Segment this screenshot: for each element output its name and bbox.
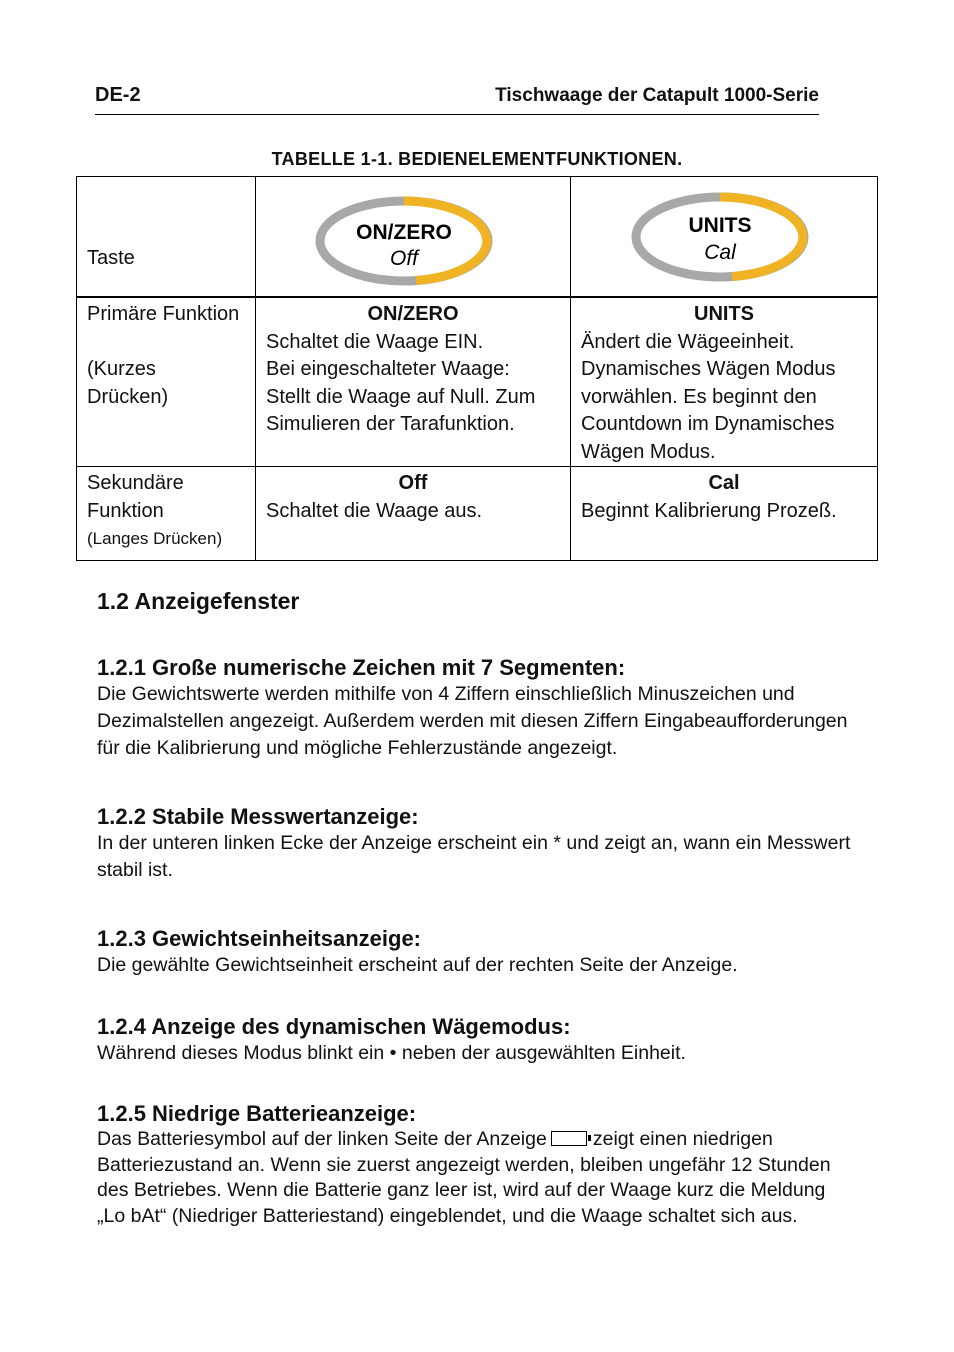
primary-note-line1: (Kurzes	[87, 358, 156, 380]
units-primary-line: Wägen Modus.	[581, 440, 716, 463]
secondary-label-line2: Funktion	[87, 499, 164, 522]
secondary-note: (Langes Drücken)	[87, 529, 223, 548]
units-button-primary: UNITS	[688, 214, 752, 237]
section-1-2-4	[97, 1014, 857, 1067]
control-functions-table	[76, 176, 878, 561]
units-button-icon	[581, 177, 861, 289]
secondary-function-label-cell	[77, 467, 256, 561]
section-1-2-5	[97, 1101, 857, 1229]
units-primary-title: UNITS	[694, 303, 754, 325]
section-heading: 1.2.1 Große numerische Zeichen mit 7 Segmenten:	[97, 655, 626, 680]
section-1-2-2	[97, 804, 857, 884]
battery-icon	[551, 1131, 587, 1146]
document-title: Tischwaage der Catapult 1000-Serie	[495, 85, 819, 106]
table-title: TABELLE 1-1. BEDIENELEMENTFUNKTIONEN.	[271, 149, 683, 169]
section-heading: 1.2.4 Anzeige des dynamischen Wägemodus:	[97, 1014, 571, 1039]
section-heading: 1.2.3 Gewichtseinheitsanzeige:	[97, 926, 422, 951]
section-body: Die gewählte Gewichtseinheit erscheint auf der rechten Seite der Anzeige.	[97, 954, 738, 976]
section-heading: 1.2 Anzeigefenster	[97, 588, 300, 614]
onzero-primary-cell	[256, 297, 571, 467]
primary-note-line2: Drücken)	[87, 385, 169, 408]
onzero-button-primary: ON/ZERO	[356, 221, 452, 244]
taste-label: Taste	[87, 247, 135, 269]
units-primary-line: Ändert die Wägeeinheit.	[581, 330, 795, 353]
battery-text-before: Das Batteriesymbol auf der linken Seite der Anzeige	[97, 1128, 547, 1150]
onzero-primary-line: Simulieren der Tarafunktion.	[266, 413, 515, 435]
onzero-secondary-cell	[256, 467, 571, 561]
onzero-primary-line: Bei eingeschalteter Waage:	[266, 358, 510, 380]
onzero-secondary-desc: Schaltet die Waage aus.	[266, 499, 483, 522]
units-primary-line: Dynamisches Wägen Modus	[581, 358, 836, 380]
page-header	[95, 84, 819, 115]
section-heading: 1.2.2 Stabile Messwertanzeige:	[97, 804, 419, 829]
units-primary-line: vorwählen. Es beginnt den	[581, 385, 817, 408]
units-secondary-cell	[571, 467, 878, 561]
units-primary-line: Countdown im Dynamisches	[581, 413, 835, 435]
section-1-2-3	[97, 926, 857, 979]
section-1-2	[97, 588, 299, 615]
primary-function-label: Primäre Funktion	[87, 303, 240, 325]
onzero-secondary-title: Off	[398, 472, 428, 494]
units-button-cell	[571, 177, 878, 298]
section-body	[97, 1127, 857, 1229]
section-heading: 1.2.5 Niedrige Batterieanzeige:	[97, 1101, 417, 1126]
units-secondary-desc: Beginnt Kalibrierung Prozeß.	[581, 499, 837, 522]
onzero-button-icon	[266, 177, 540, 289]
section-body: Während dieses Modus blinkt ein • neben der ausgewählten Einheit.	[97, 1042, 686, 1064]
onzero-button-cell	[256, 177, 571, 298]
section-body: In der unteren linken Ecke der Anzeige erscheint ein * und zeigt an, wann ein Messwert stabil ist.	[97, 832, 851, 881]
primary-function-label-cell	[77, 297, 256, 467]
page-label: DE-2	[95, 84, 141, 106]
units-primary-cell	[571, 297, 878, 467]
onzero-primary-line: Stellt die Waage auf Null. Zum	[266, 385, 536, 408]
row-key-cell	[77, 177, 256, 298]
units-secondary-title: Cal	[708, 472, 740, 494]
onzero-button-secondary: Off	[389, 247, 419, 270]
onzero-primary-title: ON/ZERO	[367, 303, 459, 325]
onzero-primary-line: Schaltet die Waage EIN.	[266, 330, 484, 353]
secondary-label-line1: Sekundäre	[87, 472, 184, 494]
units-button-secondary: Cal	[704, 241, 736, 264]
battery-text-after: zeigt einen niedrigen Batteriezustand an. Wenn sie zuerst angezeigt werden, bleiben ungefähr 12 Stunden des Betriebes. Wenn die Batterie ganz leer ist, wird auf der Waage kurz die Meldung „Lo bAt“ (Niedriger Batteriestand) eingeblendet, und die Waage schaltet sich aus.	[97, 1128, 831, 1227]
section-body: Die Gewichtswerte werden mithilfe von 4 Ziffern einschließlich Minuszeichen und Dezimalstellen angezeigt. Außerdem werden mit diesen Ziffern Eingabeaufforderungen für die Kalibrierung und mögliche Fehlerzustände angezeigt.	[97, 683, 848, 759]
section-1-2-1	[97, 655, 857, 762]
